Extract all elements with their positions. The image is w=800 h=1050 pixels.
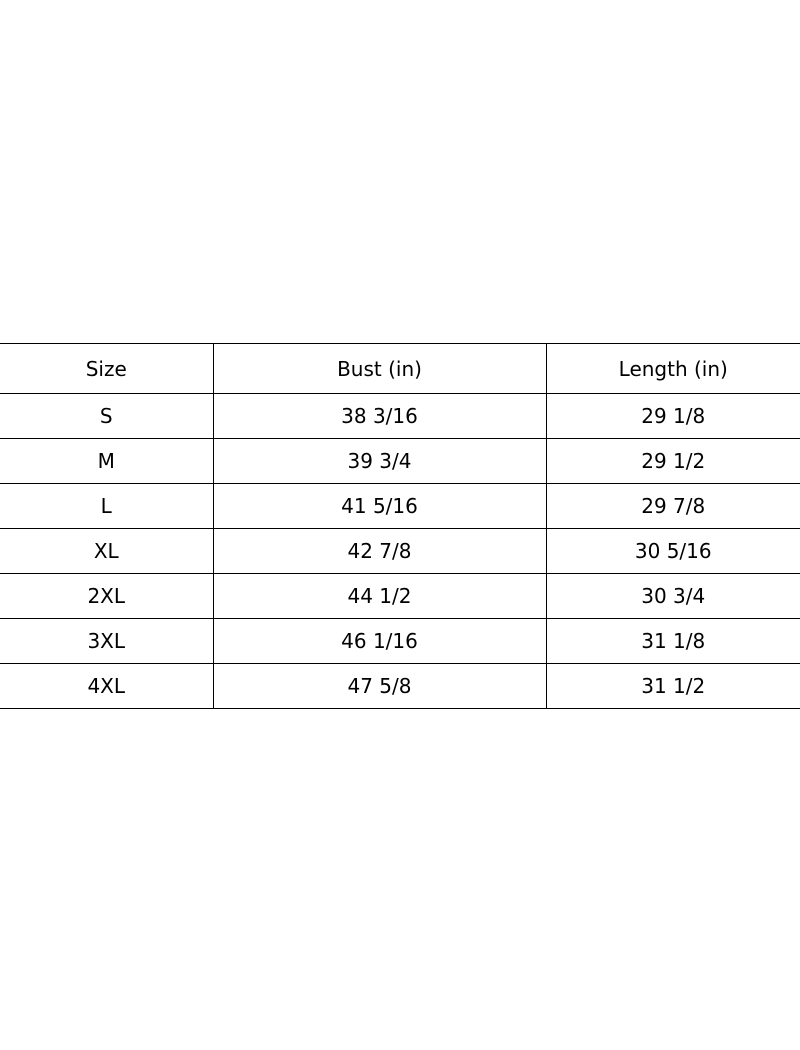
cell-bust: 44 1/2	[213, 574, 546, 619]
cell-size: L	[0, 484, 213, 529]
cell-bust: 47 5/8	[213, 664, 546, 709]
cell-size: 4XL	[0, 664, 213, 709]
cell-bust: 41 5/16	[213, 484, 546, 529]
cell-bust: 42 7/8	[213, 529, 546, 574]
cell-length: 29 1/2	[546, 439, 800, 484]
cell-length: 31 1/2	[546, 664, 800, 709]
table-row	[0, 574, 800, 619]
table-header	[0, 344, 800, 394]
table-row	[0, 529, 800, 574]
cell-bust: 38 3/16	[213, 394, 546, 439]
table-row	[0, 664, 800, 709]
size-chart-table	[0, 343, 800, 709]
cell-size: M	[0, 439, 213, 484]
table-body	[0, 394, 800, 709]
table-row	[0, 619, 800, 664]
cell-length: 30 3/4	[546, 574, 800, 619]
column-header-length: Length (in)	[546, 344, 800, 394]
cell-size: 3XL	[0, 619, 213, 664]
table-row	[0, 439, 800, 484]
cell-size: S	[0, 394, 213, 439]
cell-bust: 46 1/16	[213, 619, 546, 664]
table-header-row	[0, 344, 800, 394]
column-header-size: Size	[0, 344, 213, 394]
table-row	[0, 394, 800, 439]
size-chart-container	[0, 343, 800, 709]
cell-size: 2XL	[0, 574, 213, 619]
table-row	[0, 484, 800, 529]
cell-length: 31 1/8	[546, 619, 800, 664]
cell-length: 30 5/16	[546, 529, 800, 574]
cell-length: 29 1/8	[546, 394, 800, 439]
cell-length: 29 7/8	[546, 484, 800, 529]
column-header-bust: Bust (in)	[213, 344, 546, 394]
cell-bust: 39 3/4	[213, 439, 546, 484]
cell-size: XL	[0, 529, 213, 574]
